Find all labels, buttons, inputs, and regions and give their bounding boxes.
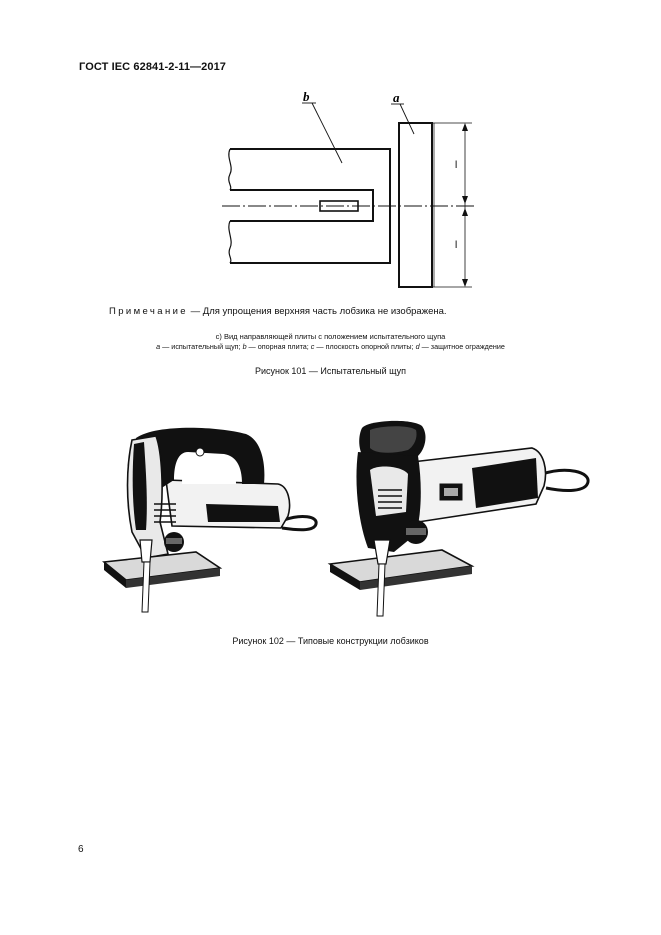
figure-subcaption: с) Вид направляющей плиты с положением испытательного щупа	[215, 332, 446, 341]
figure-101-caption: Рисунок 101 — Испытательный щуп	[254, 366, 407, 376]
legend-text-d: — защитное ограждение	[419, 342, 505, 351]
legend-text-a: — испытательный щуп;	[160, 342, 243, 351]
legend-text-c: — плоскость опорной плиты;	[314, 342, 416, 351]
figure-note	[109, 306, 447, 317]
label-b: b	[303, 89, 310, 104]
legend-key-c: с	[310, 342, 315, 351]
legend-key-b: b	[242, 342, 247, 351]
label-a: a	[393, 90, 400, 105]
legend-key-d: d	[415, 342, 420, 351]
document-header: ГОСТ IEC 62841-2-11—2017	[79, 61, 227, 73]
dimension-label-bottom: l	[455, 240, 458, 251]
figure-101-diagram	[200, 88, 490, 296]
page-number: 6	[78, 844, 84, 855]
dimension-label-top: l	[455, 160, 458, 171]
legend-key-a: а	[156, 342, 161, 351]
note-text: — Для упрощения верхняя часть лобзика не изображена.	[188, 306, 447, 317]
jigsaw-top-handle-illustration	[96, 412, 324, 622]
legend-text-b: — опорная плита;	[246, 342, 311, 351]
figure-102-caption: Рисунок 102 — Типовые конструкции лобзиков	[232, 636, 429, 646]
figure-legend	[0, 342, 661, 351]
jigsaw-barrel-grip-illustration	[322, 412, 594, 622]
note-word: Примечание	[109, 306, 188, 317]
